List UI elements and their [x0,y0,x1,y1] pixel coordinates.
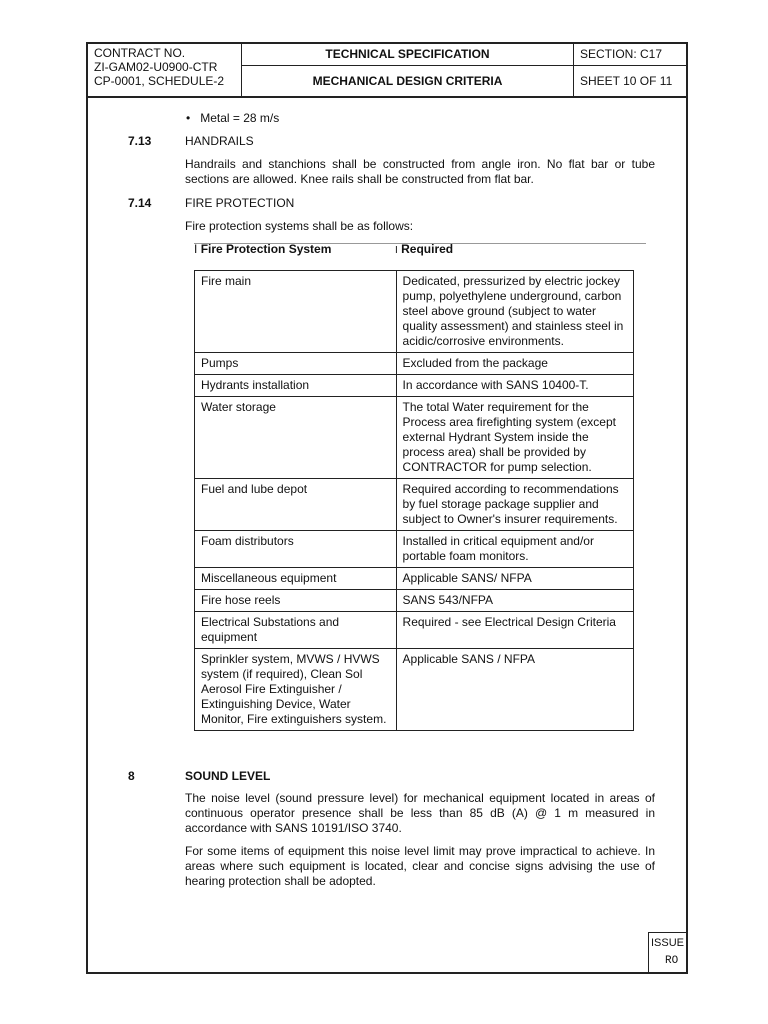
document-page [86,42,688,974]
table-cell-required: SANS 543/NFPA [396,590,633,612]
section-number: SECTION: C17 [574,44,686,66]
issue-label: ISSUE [651,937,685,949]
table-cell-system: Electrical Substations and equipment [195,612,397,649]
section-7-13-heading: HANDRAILS [185,134,254,148]
table-cell-required: Applicable SANS/ NFPA [396,568,633,590]
section-7-13-number: 7.13 [128,134,152,148]
contract-label: CONTRACT NO. [94,46,186,60]
table-row [195,375,634,397]
table-cell-required: Required according to recommendations by fuel storage package supplier and subject to Owner's insurer requirements. [396,479,633,531]
table-cell-required: Installed in critical equipment and/or portable foam monitors. [396,531,633,568]
metal-bullet-text: Metal = 28 m/s [200,111,280,125]
table-cell-system: Hydrants installation [195,375,397,397]
table-cell-required: In accordance with SANS 10400-T. [396,375,633,397]
bullet-dot-icon: • [186,111,191,125]
contract-cell [88,44,242,96]
table-row [195,649,634,731]
document-subtitle: MECHANICAL DESIGN CRITERIA [242,66,574,96]
table-row [195,353,634,375]
metal-bullet [186,111,279,125]
document-header [88,44,686,98]
document-title: TECHNICAL SPECIFICATION [242,44,574,66]
contract-number-line1: ZI-GAM02-U0900-CTR [94,60,218,74]
table-cell-required: Dedicated, pressurized by electric jockey pump, polyethylene underground, carbon steel above ground (subject to water quality assessment) and stainless steel in acidic/corrosive environments. [396,271,633,353]
section-8-heading: SOUND LEVEL [185,769,271,783]
table-cell-system: Foam distributors [195,531,397,568]
section-7-14-heading: FIRE PROTECTION [185,196,295,210]
table-cell-required: The total Water requirement for the Process area firefighting system (except external Hydrant System inside the process area) shall be provided by CONTRACTOR for pump selection. [396,397,633,479]
section-7-14-number: 7.14 [128,196,152,210]
table-row [195,612,634,649]
section-7-14-intro: Fire protection systems shall be as follows: [185,219,414,233]
table-row [195,590,634,612]
fire-protection-table [194,270,634,731]
table-cell-system: Sprinkler system, MVWS / HVWS system (if required), Clean Sol Aerosol Fire Extinguisher / Extinguishing Device, Water Monitor, Fire extinguishers system. [195,649,397,731]
section-7-13-text: Handrails and stanchions shall be constructed from angle iron. No flat bar or tube sections are allowed. Knee rails shall be constructed from flat bar. [185,157,655,186]
table-cell-system: Pumps [195,353,397,375]
table-cell-system: Fire hose reels [195,590,397,612]
table-col1-header: I Fire Protection System [194,242,332,256]
table-cell-system: Water storage [195,397,397,479]
table-row [195,397,634,479]
issue-value: RO [665,955,679,967]
table-col2-header: I Required [395,242,454,256]
sheet-number: SHEET 10 OF 11 [580,74,673,88]
table-cell-required: Required - see Electrical Design Criteria [396,612,633,649]
table-cell-system: Miscellaneous equipment [195,568,397,590]
section-8-para1: The noise level (sound pressure level) for mechanical equipment located in areas of continuous operator presence shall be less than 85 dB (A) @ 1 m measured in accordance with SANS 10191/ISO 3740. [185,791,655,835]
contract-number-line2: CP-0001, SCHEDULE-2 [94,74,225,88]
table-row [195,271,634,353]
table-cell-required: Applicable SANS / NFPA [396,649,633,731]
table-cell-system: Fire main [195,271,397,353]
table-cell-required: Excluded from the package [396,353,633,375]
table-row [195,479,634,531]
table-cell-system: Fuel and lube depot [195,479,397,531]
section-8-number: 8 [128,769,135,783]
issue-box [648,932,688,974]
table-row [195,531,634,568]
table-row [195,568,634,590]
section-8-para2: For some items of equipment this noise level limit may prove impractical to achieve. In areas where such equipment is located, clear and concise signs advising the use of hearing protection shall be adopted. [185,844,655,888]
